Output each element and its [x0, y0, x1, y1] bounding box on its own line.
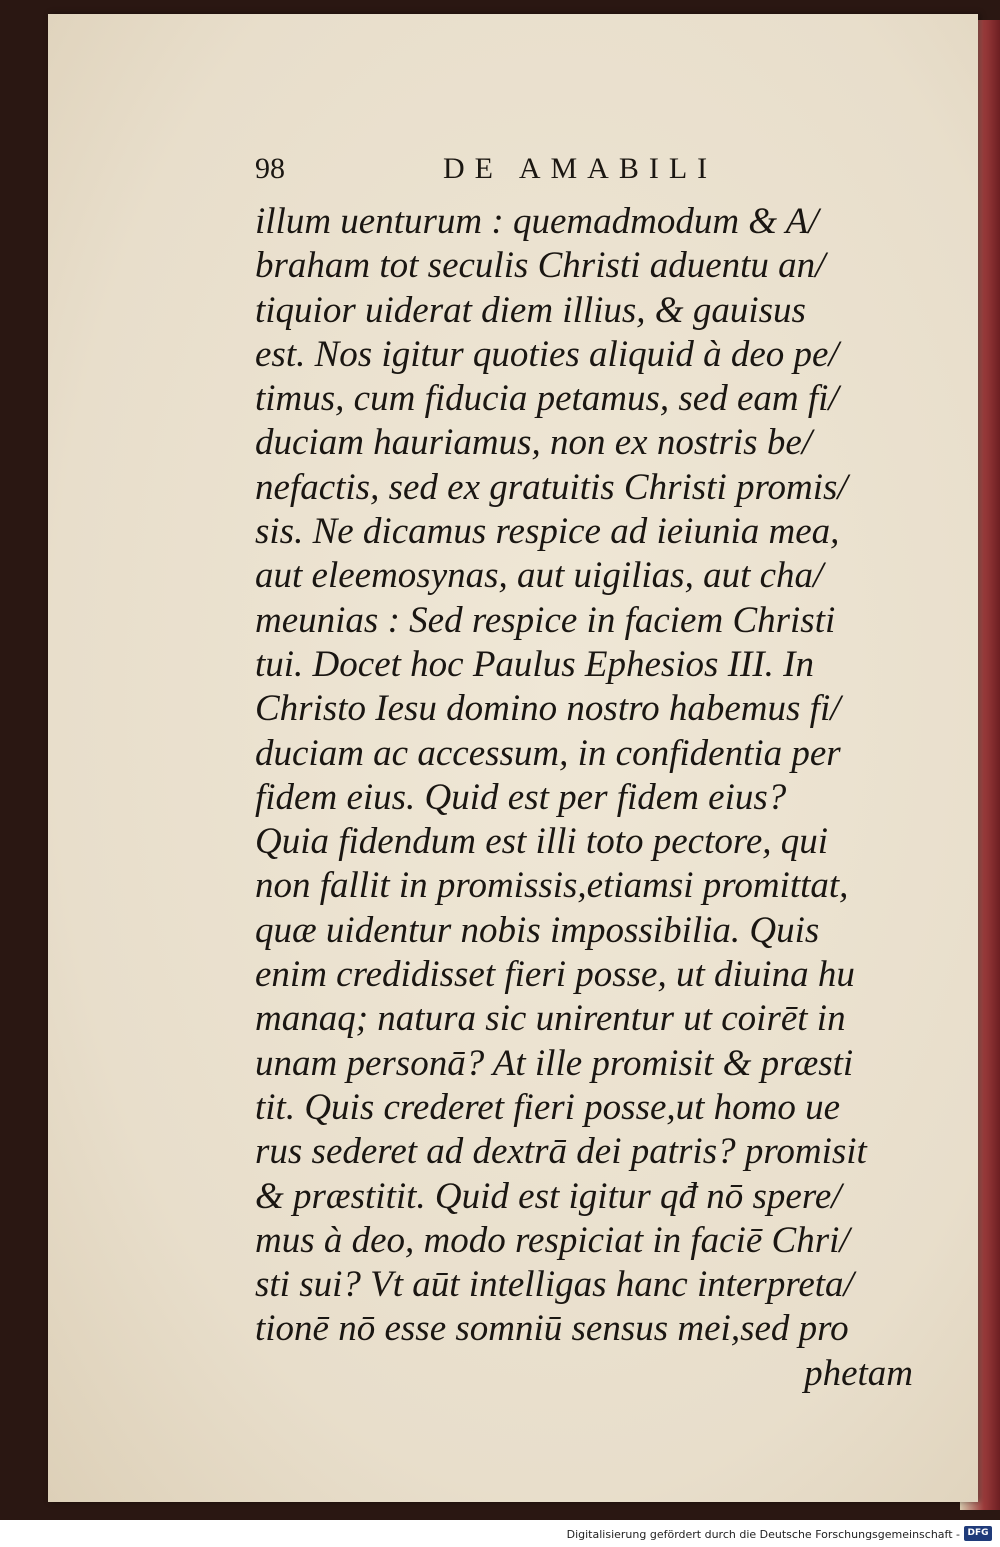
- body-text: [255, 200, 935, 1396]
- text-line: nefactis, sed ex gratuitis Christi promis/: [255, 466, 848, 508]
- text-line: manaq; natura sic unirentur ut coirēt in: [255, 998, 846, 1040]
- text-line: duciam ac accessum, in confidentia per: [255, 732, 841, 774]
- text-line: est. Nos igitur quoties aliquid à deo pe/: [255, 333, 839, 375]
- dfg-logo-icon: DFG: [964, 1526, 992, 1541]
- text-line: aut eleemosynas, aut uigilias, aut cha/: [255, 555, 824, 597]
- text-line: illum uenturum : quemadmodum & A/: [255, 201, 819, 242]
- text-line: meunias : Sed respice in faciem Christi: [255, 599, 836, 641]
- page-number: 98: [255, 152, 285, 185]
- running-title: DE AMABILI: [443, 152, 718, 185]
- text-line: rus sederet ad dextrā dei patris? promisit: [255, 1131, 867, 1173]
- text-line: & præstitit. Quid est igitur qđ nō spere/: [255, 1175, 842, 1217]
- text-line: mus à deo, modo respiciat in faciē Chri/: [255, 1219, 850, 1261]
- text-line: duciam hauriamus, non ex nostris be/: [255, 422, 813, 464]
- text-line: sti sui? Vt aūt intelligas hanc interpreta/: [255, 1264, 854, 1306]
- text-line: Quia fidendum est illi toto pectore, qui: [255, 821, 829, 863]
- text-line: Christo Iesu domino nostro habemus fi/: [255, 688, 841, 730]
- text-line: tit. Quis crederet fieri posse,ut homo ue: [255, 1086, 841, 1128]
- text-line: unam personā? At ille promisit & præsti: [255, 1042, 854, 1084]
- text-line: tiquior uiderat diem illius, & gauisus: [255, 289, 806, 331]
- running-header: [255, 152, 815, 192]
- text-line: tionē nō esse somniū sensus mei,sed pro: [255, 1308, 849, 1350]
- text-line: tui. Docet hoc Paulus Ephesios III. In: [255, 643, 814, 685]
- text-line: braham tot seculis Christi aduentu an/: [255, 245, 826, 287]
- text-line: timus, cum fiducia petamus, sed eam fi/: [255, 378, 839, 420]
- funding-credit: Digitalisierung gefördert durch die Deutsche Forschungsgemeinschaft -: [566, 1528, 960, 1541]
- text-line: non fallit in promissis,etiamsi promittat,: [255, 865, 849, 907]
- text-line: quæ uidentur nobis impossibilia. Quis: [255, 909, 820, 951]
- text-line: sis. Ne dicamus respice ad ieiunia mea,: [255, 511, 840, 553]
- footer-bar: [0, 1520, 1000, 1547]
- text-line: fidem eius. Quid est per fidem eius?: [255, 776, 787, 818]
- catchword: phetam: [804, 1352, 913, 1394]
- text-line: enim credidisset fieri posse, ut diuina hu: [255, 954, 855, 996]
